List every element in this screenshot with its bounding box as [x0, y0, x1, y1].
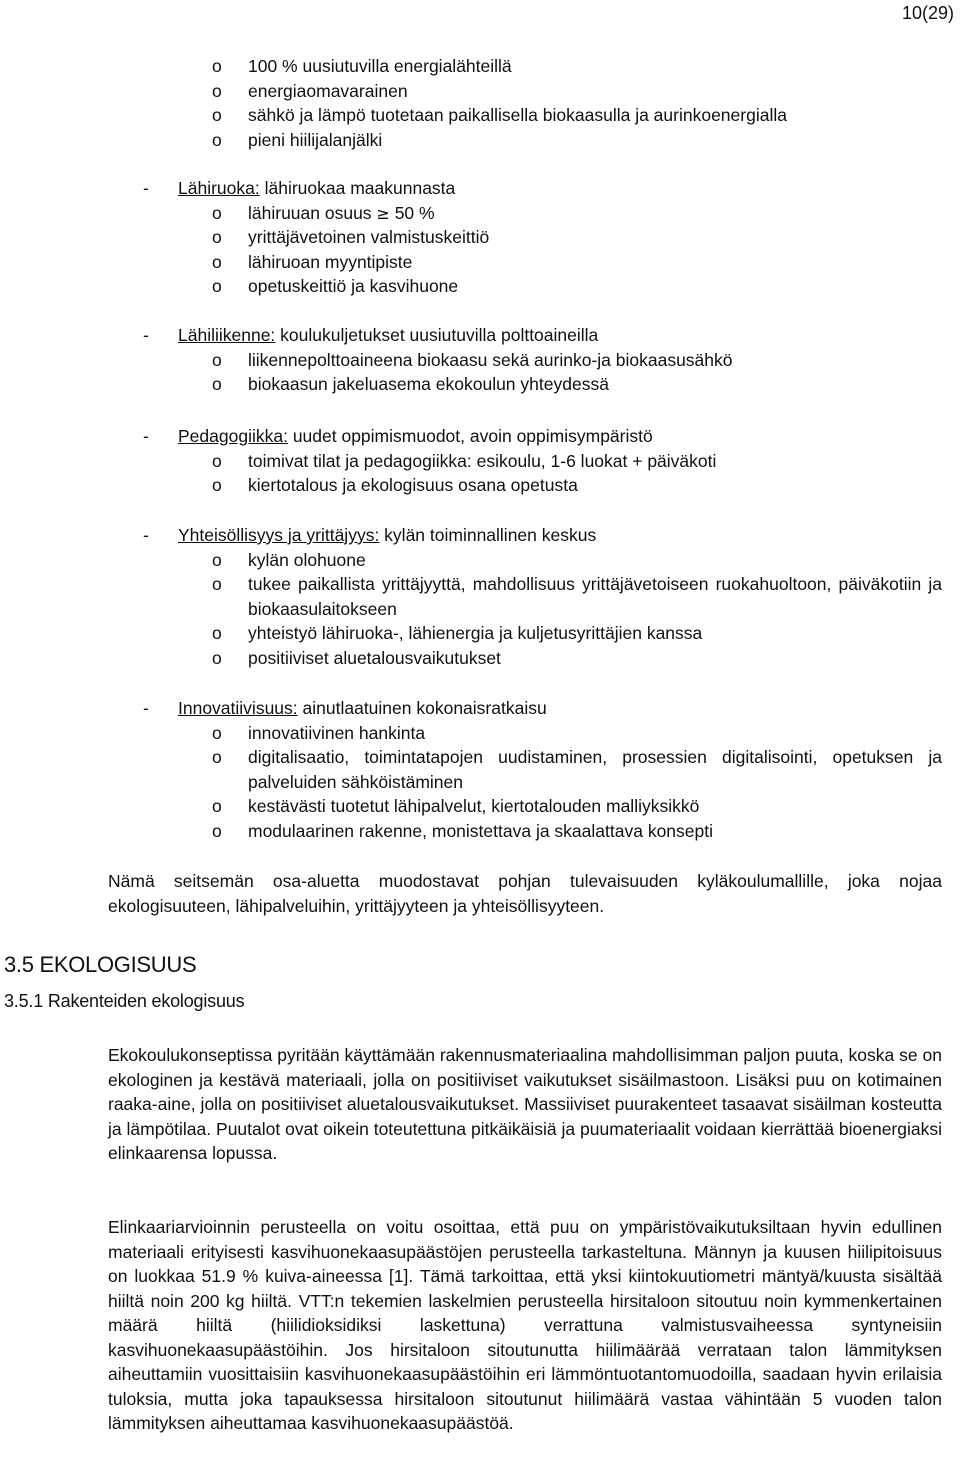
bullet-marker: o [212, 574, 222, 594]
item-text: lähiruokaa maakunnasta [259, 178, 456, 198]
section-item-heading [178, 523, 596, 548]
bullet-marker: o [212, 647, 222, 668]
item-label: Innovatiivisuus: [178, 698, 298, 718]
item-label: Yhteisöllisyys ja yrittäjyys: [178, 525, 380, 545]
section-item-heading [178, 176, 455, 201]
summary-paragraph: Nämä seitsemän osa-aluetta muodostavat pohjan tulevaisuuden kyläkoulumallille, joka nojaa ekologisuuteen, lähipalveluihin, yrittäjyyteen ja yhteisöllisyyteen. [108, 871, 942, 916]
list-item: lähiruoan myyntipiste [248, 251, 413, 272]
item-text: ainutlaatuinen kokonaisratkaisu [297, 698, 547, 718]
section-item-heading [178, 323, 598, 348]
greater-or-equal-symbol: ≥ [376, 203, 390, 223]
bullet-marker: o [212, 80, 222, 101]
item-label: Lähiliikenne: [178, 325, 276, 345]
bullet-marker: o [212, 251, 222, 272]
item-text: koulukuljetukset uusiutuvilla polttoaineilla [275, 325, 599, 345]
bullet-marker: o [212, 722, 222, 743]
bullet-marker: o [212, 549, 222, 570]
list-item: opetuskeittiö ja kasvihuone [248, 276, 459, 296]
section-heading: 3.5 EKOLOGISUUS [4, 952, 197, 977]
body-paragraph-2: Elinkaariarvioinnin perusteella on voitu osoittaa, että puu on ympäristövaikutuksiltaan hyvin edullinen materiaali erityisesti kasvihuonekaasupäästöjen perusteella tarkasteltuna. Männyn ja kuusen hiilipitoisuus on luokkaa 51.9 % kuiva-aineessa [1]. Tämä tarkoittaa, että yksi kiintokuutiometri mäntyä/kuusta sisältää hiiltä noin 200 kg hiiltä. VTT:n tekemien laskelmien perusteella hirsitaloon sitoutuu noin kymmenkertainen määrä hiiltä (hiilidioksidiksi laskettuna) verrattuna valmistusvaiheessa syntyneisiin kasvihuonekaasupäästöihin. Jos hirsitaloon sitoutunutta hiilimäärää verrataan talon lämmityksen aiheuttamiin vuosittaisiin kasvihuonekaasupäästöihin eri lämmöntuotantomuodoilla, saadaan hyvin erilaisia tuloksia, mutta joka tapauksessa hirsitaloon sitoutunut hiilimäärä vastaa vähintään 5 vuoden talon lämmityksen aiheuttamaa kasvihuonekaasupäästöä. [108, 1217, 942, 1433]
list-item: innovatiivinen hankinta [248, 722, 426, 743]
list-item: kiertotalous ja ekologisuus osana opetusta [248, 475, 578, 495]
list-item: digitalisaatio, toimintatapojen uudistaminen, prosessien digitalisointi, opetuksen ja palveluiden sähköistäminen [248, 747, 942, 792]
list-item: yrittäjävetoinen valmistuskeittiö [248, 227, 490, 247]
bullet-marker: o [212, 374, 222, 394]
item-text: 50 % [389, 202, 435, 223]
bullet-marker: o [212, 276, 222, 296]
page-number: 10(29) [901, 3, 954, 23]
list-item: tukee paikallista yrittäjyyttä, mahdollisuus yrittäjävetoiseen ruokahuoltoon, päiväkotiin ja biokaasulaitokseen [248, 574, 942, 619]
list-item: kestävästi tuotetut lähipalvelut, kiertotalouden malliyksikkö [248, 796, 700, 816]
list-item: pieni hiilijalanjälki [248, 129, 383, 150]
bullet-marker: o [212, 747, 222, 767]
bullet-marker: o [212, 796, 222, 816]
dash-marker: - [143, 525, 149, 545]
list-item: liikennepolttoaineena biokaasu sekä aurinko-ja biokaasusähkö [248, 349, 733, 370]
section-item-heading [178, 424, 653, 449]
dash-marker: - [143, 325, 149, 345]
dash-marker: - [143, 698, 149, 718]
list-item: kylän olohuone [248, 549, 366, 570]
list-item: positiiviset aluetalousvaikutukset [248, 647, 501, 668]
bullet-marker: o [212, 820, 222, 841]
list-item: 100 % uusiutuvilla energialähteillä [248, 56, 512, 76]
subsection-heading: 3.5.1 Rakenteiden ekologisuus [4, 991, 245, 1011]
bullet-marker: o [212, 623, 222, 643]
bullet-marker: o [212, 475, 222, 495]
list-item: energiaomavarainen [248, 80, 408, 101]
bullet-marker: o [212, 129, 222, 150]
bullet-marker: o [212, 227, 222, 247]
dash-marker: - [143, 178, 149, 198]
item-text: kylän toiminnallinen keskus [379, 525, 597, 545]
item-text: lähiruuan osuus [248, 202, 377, 223]
item-label: Lähiruoka: [178, 178, 260, 198]
bullet-marker: o [212, 202, 222, 223]
list-item [248, 201, 435, 227]
list-item: modulaarinen rakenne, monistettava ja skaalattava konsepti [248, 820, 713, 841]
item-text: uudet oppimismuodot, avoin oppimisympäristö [287, 426, 653, 446]
list-item: biokaasun jakeluasema ekokoulun yhteydessä [248, 374, 609, 394]
bullet-marker: o [212, 349, 222, 370]
body-paragraph-1: Ekokoulukonseptissa pyritään käyttämään rakennusmateriaalina mahdollisimman paljon puuta, koska se on ekologinen ja kestävä materiaali, jolla on positiiviset vaikutukset sisäilmastoon. Lisäksi puu on kotimainen raaka-aine, jolla on positiiviset aluetalousvaikutukset. Massiiviset puurakenteet tasaavat sisäilman kosteutta ja lämpötilaa. Puutalot ovat oikein toteutettuna pitkäikäisiä ja puumateriaalit voidaan kierrättää bioenergiaksi elinkaarensa lopussa. [108, 1045, 942, 1163]
list-item: yhteistyö lähiruoka-, lähienergia ja kuljetusyrittäjien kanssa [248, 623, 703, 643]
list-item: sähkö ja lämpö tuotetaan paikallisella biokaasulla ja aurinkoenergialla [248, 105, 787, 125]
list-item: toimivat tilat ja pedagogiikka: esikoulu, 1-6 luokat + päiväkoti [248, 450, 717, 471]
dash-marker: - [143, 426, 149, 446]
bullet-marker: o [212, 105, 222, 125]
bullet-marker: o [212, 450, 222, 471]
bullet-marker: o [212, 56, 222, 76]
item-label: Pedagogiikka: [178, 426, 288, 446]
section-item-heading [178, 696, 547, 721]
